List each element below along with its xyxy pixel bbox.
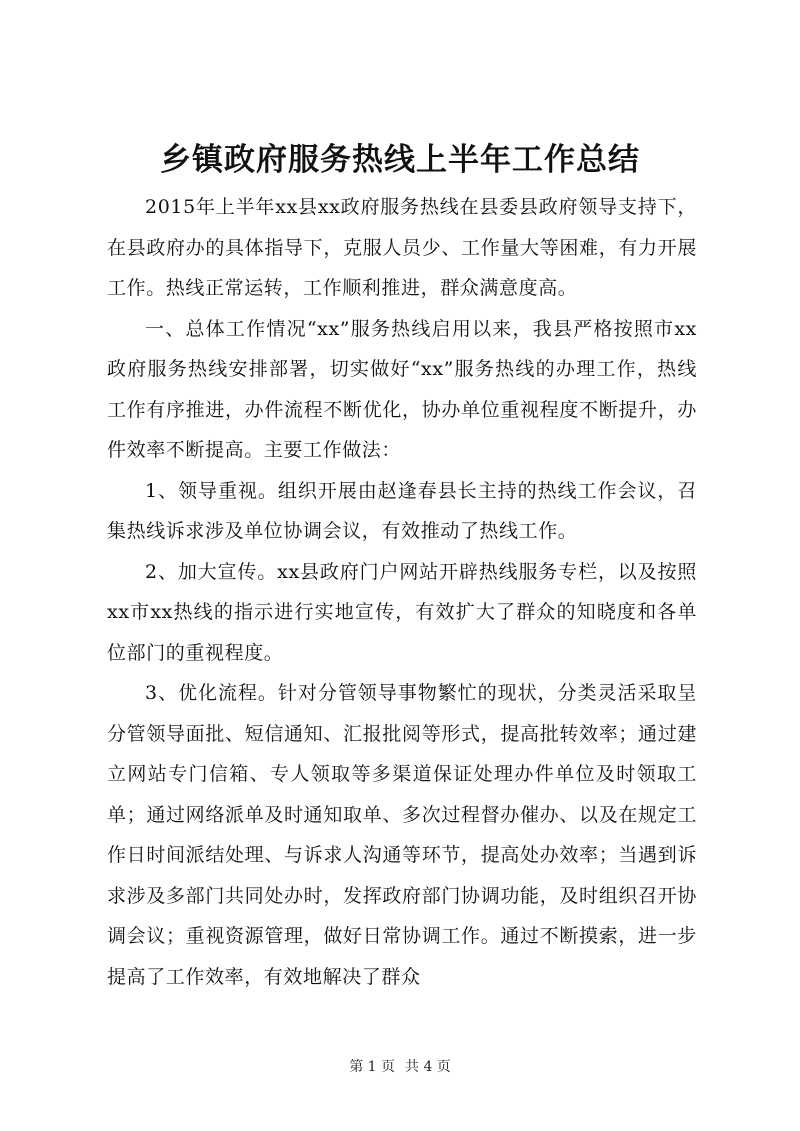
page-footer <box>0 1057 800 1077</box>
paragraph-item-1: 1、领导重视。组织开展由赵逢春县长主持的热线工作会议，召集热线诉求涉及单位协调会议，有效推动了热线工作。 <box>107 479 697 542</box>
paragraph-item-2: 2、加大宣传。xx县政府门户网站开辟热线服务专栏，以及按照xx市xx热线的指示进行实地宣传，有效扩大了群众的知晓度和各单位部门的重视程度。 <box>107 560 697 664</box>
paragraph-overview: 一、总体工作情况“xx”服务热线启用以来，我县严格按照市xx政府服务热线安排部署，切实做好“xx”服务热线的办理工作，热线工作有序推进，办件流程不断优化，协办单位重视程度不断提升，办件效率不断提高。主要工作做法： <box>107 317 697 461</box>
document-title: 乡镇政府服务热线上半年工作总结 <box>160 142 640 178</box>
paragraph-item-3: 3、优化流程。针对分管领导事物繁忙的现状，分类灵活采取呈分管领导面批、短信通知、汇报批阅等形式，提高批转效率；通过建立网站专门信箱、专人领取等多渠道保证处理办件单位及时领取工单；通过网络派单及时通知取单、多次过程督办催办、以及在规定工作日时间派结处理、与诉求人沟通等环节，提高处办效率；当遇到诉求涉及多部门共同处办时，发挥政府部门协调功能，及时组织召开协调会议；重视资源管理，做好日常协调工作。通过不断摸索，进一步提高了工作效率，有效地解决了群众 <box>107 682 697 988</box>
document-body <box>107 187 697 997</box>
page-total: 共 4 页 <box>405 1059 451 1075</box>
page-number: 第 1 页 <box>349 1059 395 1075</box>
paragraph-intro: 2015年上半年xx县xx政府服务热线在县委县政府领导支持下，在县政府办的具体指导下，克服人员少、工作量大等困难，有力开展工作。热线正常运转，工作顺利推进，群众满意度高。 <box>107 196 697 299</box>
